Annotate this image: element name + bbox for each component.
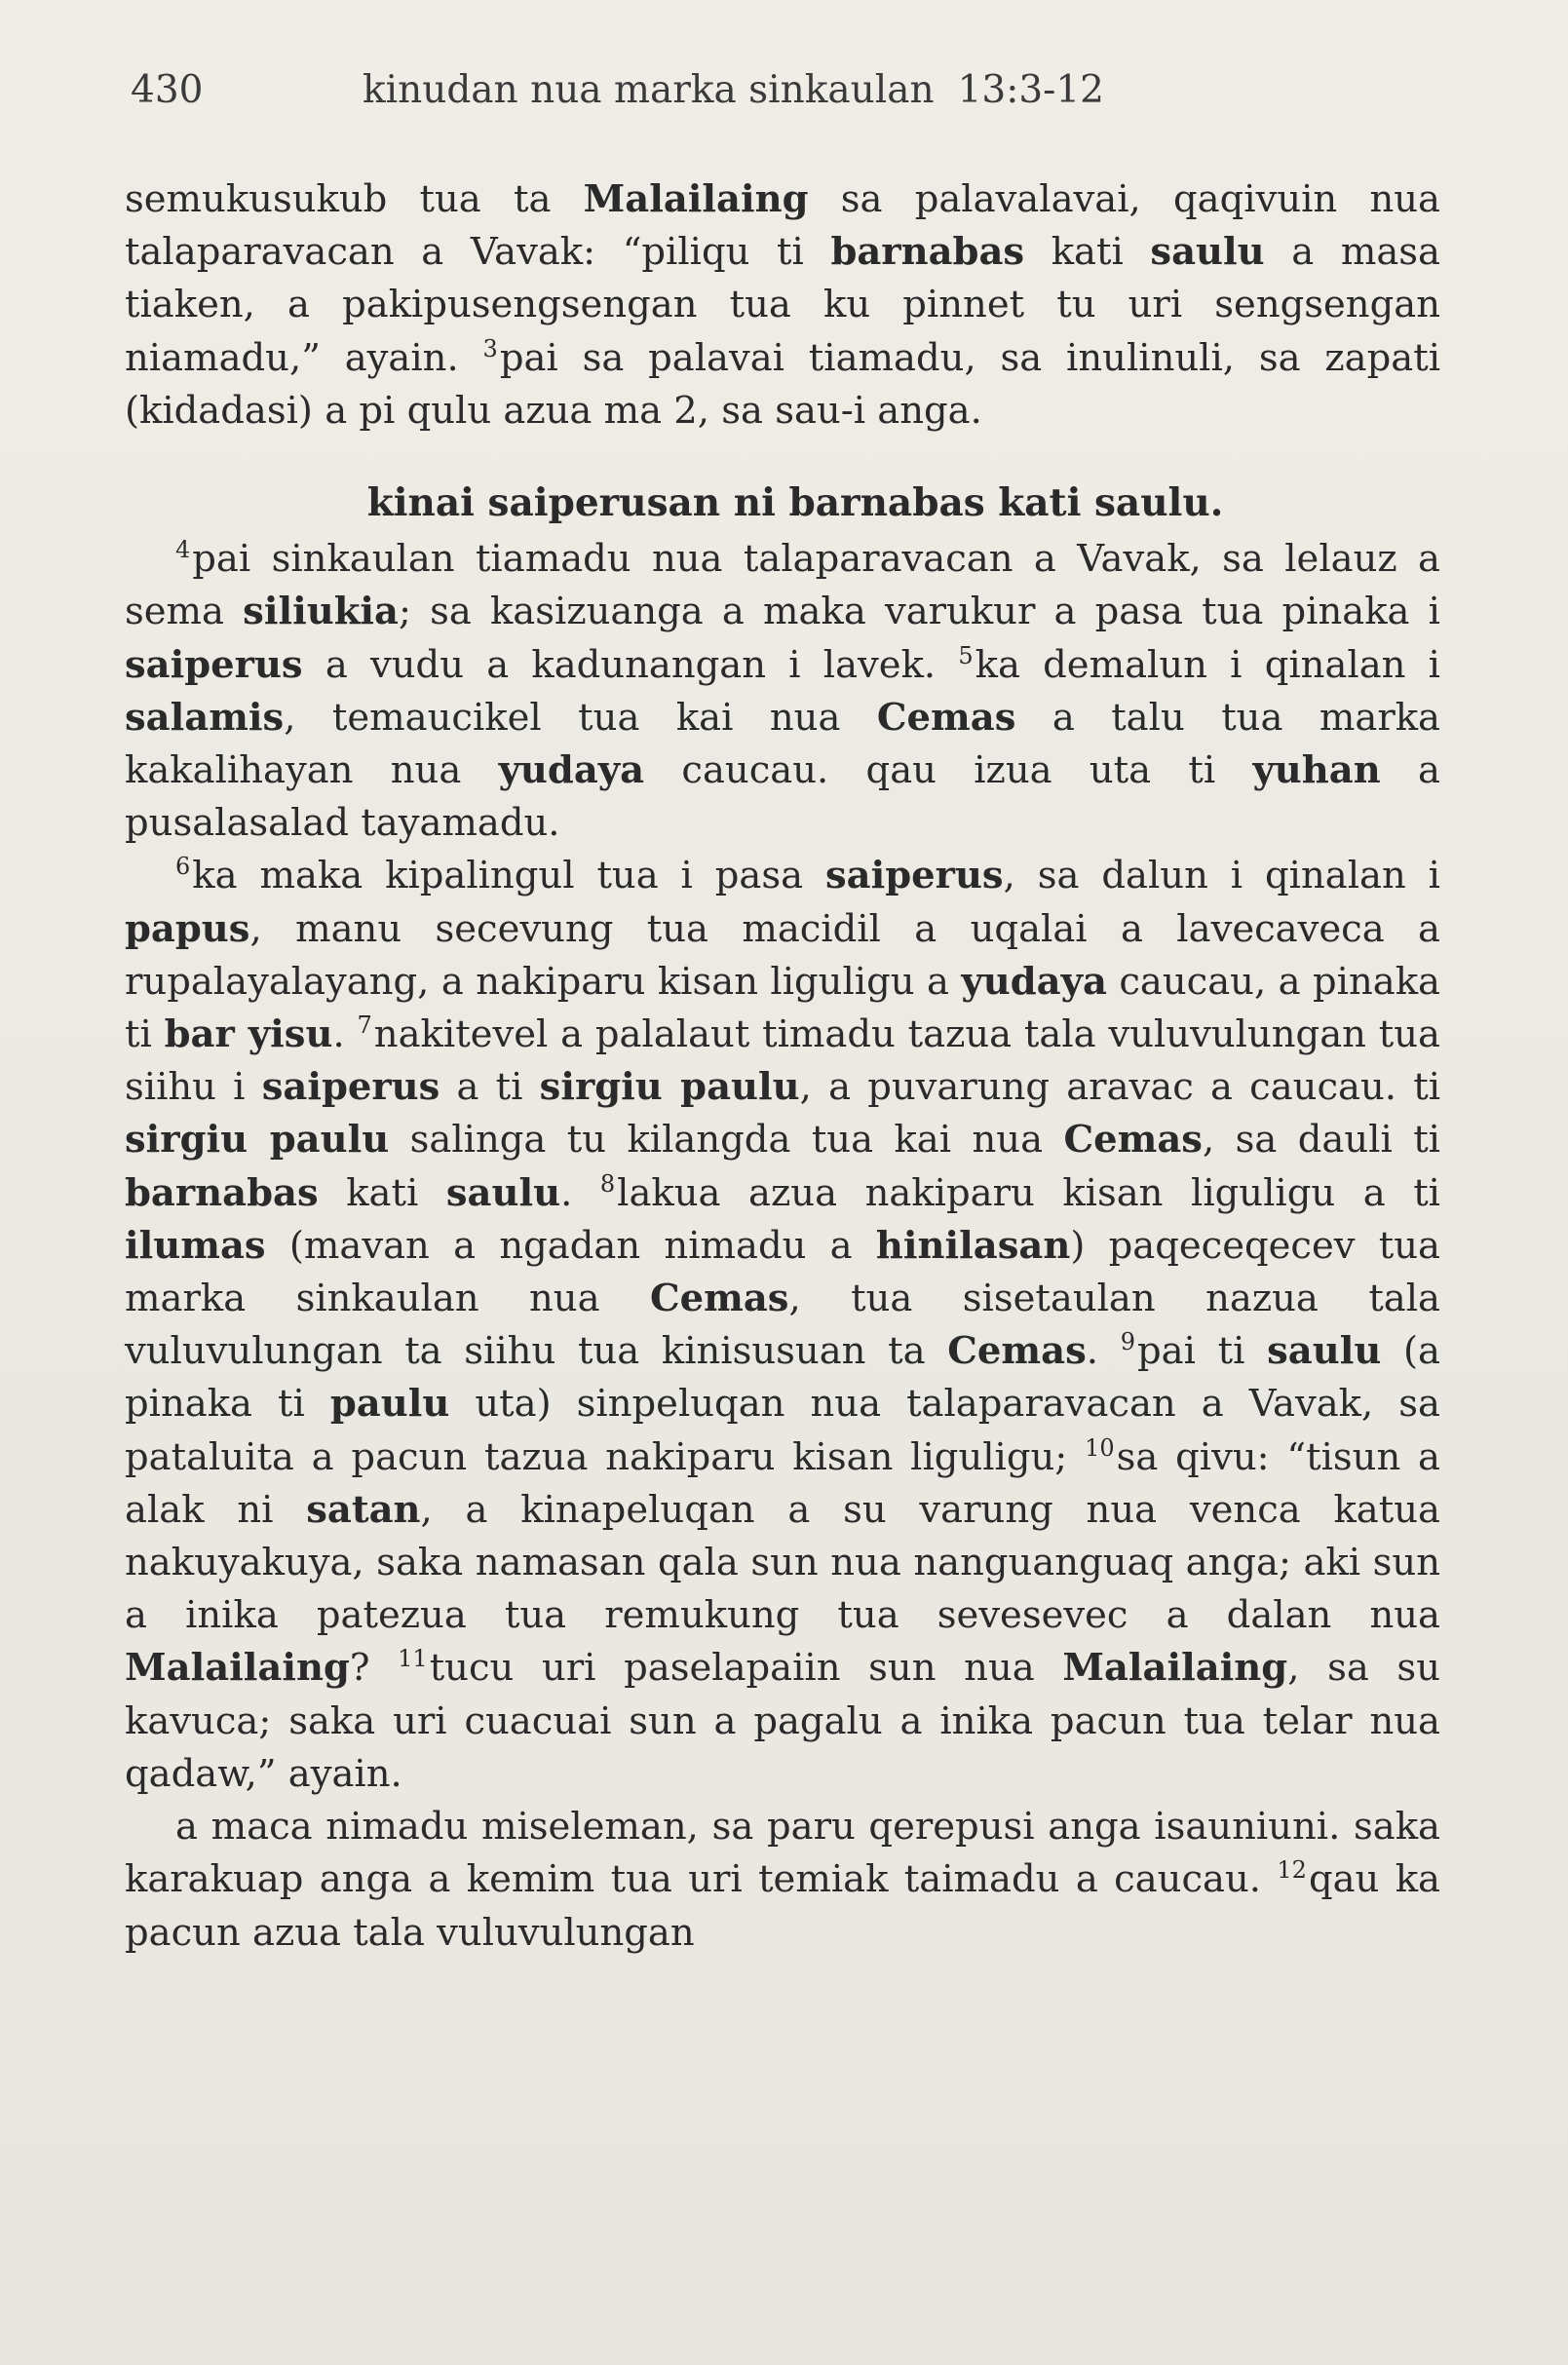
text-run: ; sa kasizuanga a maka varukur a pasa tua pinaka i [398, 590, 1440, 634]
text-run: pai ti [1137, 1329, 1268, 1374]
text-run: ka maka kipalingul tua i pasa [192, 854, 825, 898]
name-bold: saulu [445, 1170, 561, 1215]
text-run: . [332, 1012, 358, 1057]
name-bold: Cemas [1063, 1118, 1203, 1163]
name-bold: Cemas [947, 1329, 1087, 1374]
name-bold: yuhan [1252, 748, 1381, 793]
text-run: a pusalasalad tayamadu. [125, 748, 1440, 846]
text-run: (a pinaka ti [125, 1329, 1440, 1427]
chapter-verse-range: 13:3-12 [957, 68, 1104, 112]
running-title: kinudan nua marka sinkaulan [363, 68, 935, 112]
verse-number: 5 [958, 641, 974, 669]
name-bold: saulu [1267, 1329, 1382, 1374]
text-run: caucau, a pinaka ti [125, 959, 1440, 1057]
verse-number: 6 [175, 853, 191, 881]
paragraph-4 [125, 1801, 1440, 1960]
name-bold: yudaya [961, 959, 1107, 1004]
text-run: kati [318, 1170, 446, 1215]
text-run: salinga tu kilangda tua kai nua [389, 1118, 1064, 1163]
text-run: , temaucikel tua kai nua [284, 695, 877, 740]
name-bold: sirgiu paulu [125, 1118, 390, 1163]
text-run: , a kinapeluqan a su varung nua venca katua nakuyakuya, saka namasan qala sun nua nanguanguaq anga; aki sun a inika patezua tua remukung tua sevesevec a dalan nua [125, 1487, 1440, 1638]
paragraph-1 [125, 173, 1440, 438]
name-bold: Cemas [649, 1277, 789, 1321]
name-bold: hinilasan [875, 1223, 1071, 1268]
name-bold: saiperus [825, 854, 1004, 898]
text-run: caucau. qau izua uta ti [644, 748, 1253, 793]
verse-number: 11 [398, 1645, 428, 1673]
name-bold: siliukia [243, 590, 399, 634]
name-bold: paulu [329, 1382, 450, 1427]
text-run: kati [1024, 230, 1151, 275]
name-bold: saulu [1150, 230, 1265, 275]
verse-number: 12 [1277, 1856, 1307, 1885]
text-run: , sa su kavuca; saka uri cuacuai sun a pagalu a inika pacun tua telar nua qadaw,” ayain. [125, 1646, 1440, 1796]
verse-number: 3 [482, 334, 498, 362]
text-run: , a puvarung aravac a caucau. ti [799, 1065, 1441, 1110]
text-run: . [1086, 1329, 1121, 1374]
text-run: a masa tiaken, a pakipusengsengan tua ku pinnet tu uri sengsengan niamadu,” ayain. [125, 230, 1440, 380]
text-run: semukusukub tua ta [125, 177, 584, 221]
text-run: tucu uri paselapaiin sun nua [429, 1646, 1063, 1691]
name-bold: saiperus [261, 1065, 440, 1110]
text-run: . [560, 1170, 600, 1215]
text-run: ? [349, 1646, 399, 1691]
text-run: , manu secevung tua macidil a uqalai a lavecaveca a rupalayalayang, a nakiparu kisan liguligu a [125, 906, 1440, 1004]
text-run: ) paqeceqecev tua marka sinkaulan nua [125, 1223, 1440, 1321]
paragraph-3 [125, 850, 1440, 1801]
name-bold: Cemas [876, 695, 1016, 740]
name-bold: barnabas [830, 230, 1025, 275]
text-run: pai sinkaulan tiamadu nua talaparavacan a Vavak, sa lelauz a sema [125, 537, 1440, 634]
name-bold: sirgiu paulu [539, 1065, 800, 1110]
text-run: a maca nimadu miseleman, sa paru qerepusi anga isauniuni. saka karakuap anga a kemim tua uri temiak taimadu a caucau. [125, 1805, 1440, 1902]
running-header [131, 68, 1436, 112]
name-bold: saiperus [125, 642, 303, 687]
verse-number: 10 [1085, 1433, 1115, 1462]
text-run: sa palavalavai, qaqivuin nua talaparavacan a Vavak: “piliqu ti [125, 177, 1440, 275]
name-bold: yudaya [498, 748, 645, 793]
name-bold: satan [306, 1487, 421, 1532]
paragraph-2 [125, 533, 1440, 850]
page-number: 430 [131, 68, 204, 112]
name-bold: Malailaing [1062, 1646, 1288, 1691]
text-run: , sa dauli ti [1202, 1118, 1440, 1163]
verse-number: 7 [357, 1011, 372, 1040]
text-run: , tua sisetaulan nazua tala vuluvulungan ta siihu tua kinisusuan ta [125, 1277, 1441, 1374]
name-bold: salamis [125, 695, 285, 740]
text-run: qau ka pacun azua tala vuluvulungan [125, 1857, 1440, 1955]
text-run: sa qivu: “tisun a alak ni [125, 1434, 1440, 1532]
verse-number: 9 [1120, 1328, 1135, 1356]
name-bold: bar yisu [164, 1012, 333, 1057]
text-run: uta) sinpeluqan nua talaparavacan a Vavak, sa pataluita a pacun tazua nakiparu kisan liguligu; [125, 1382, 1440, 1479]
name-bold: papus [125, 906, 250, 951]
text-run: a vudu a kadunangan i lavek. [302, 642, 959, 687]
text-run: pai sa palavai tiamadu, sa inulinuli, sa zapati (kidadasi) a pi qulu azua ma 2, sa sau-i anga. [125, 335, 1441, 433]
name-bold: barnabas [125, 1170, 319, 1215]
text-run: lakua azua nakiparu kisan liguligu a ti [617, 1170, 1440, 1215]
text-run: ka demalun i qinalan i [975, 642, 1440, 687]
name-bold: ilumas [125, 1223, 266, 1268]
body-text [125, 173, 1440, 1960]
text-run: a ti [440, 1065, 540, 1110]
name-bold: Malailaing [125, 1646, 350, 1691]
section-heading: kinai saiperusan ni barnabas kati saulu. [366, 480, 1224, 526]
verse-number: 8 [599, 1169, 616, 1198]
verse-number: 4 [175, 536, 191, 564]
text-run: a talu tua marka kakalihayan nua [125, 695, 1441, 793]
name-bold: Malailaing [583, 177, 809, 221]
text-run: , sa dalun i qinalan i [1003, 854, 1440, 898]
text-run: (mavan a ngadan nimadu a [265, 1223, 876, 1268]
text-run: nakitevel a palalaut timadu tazua tala vuluvulungan tua siihu i [125, 1012, 1441, 1110]
